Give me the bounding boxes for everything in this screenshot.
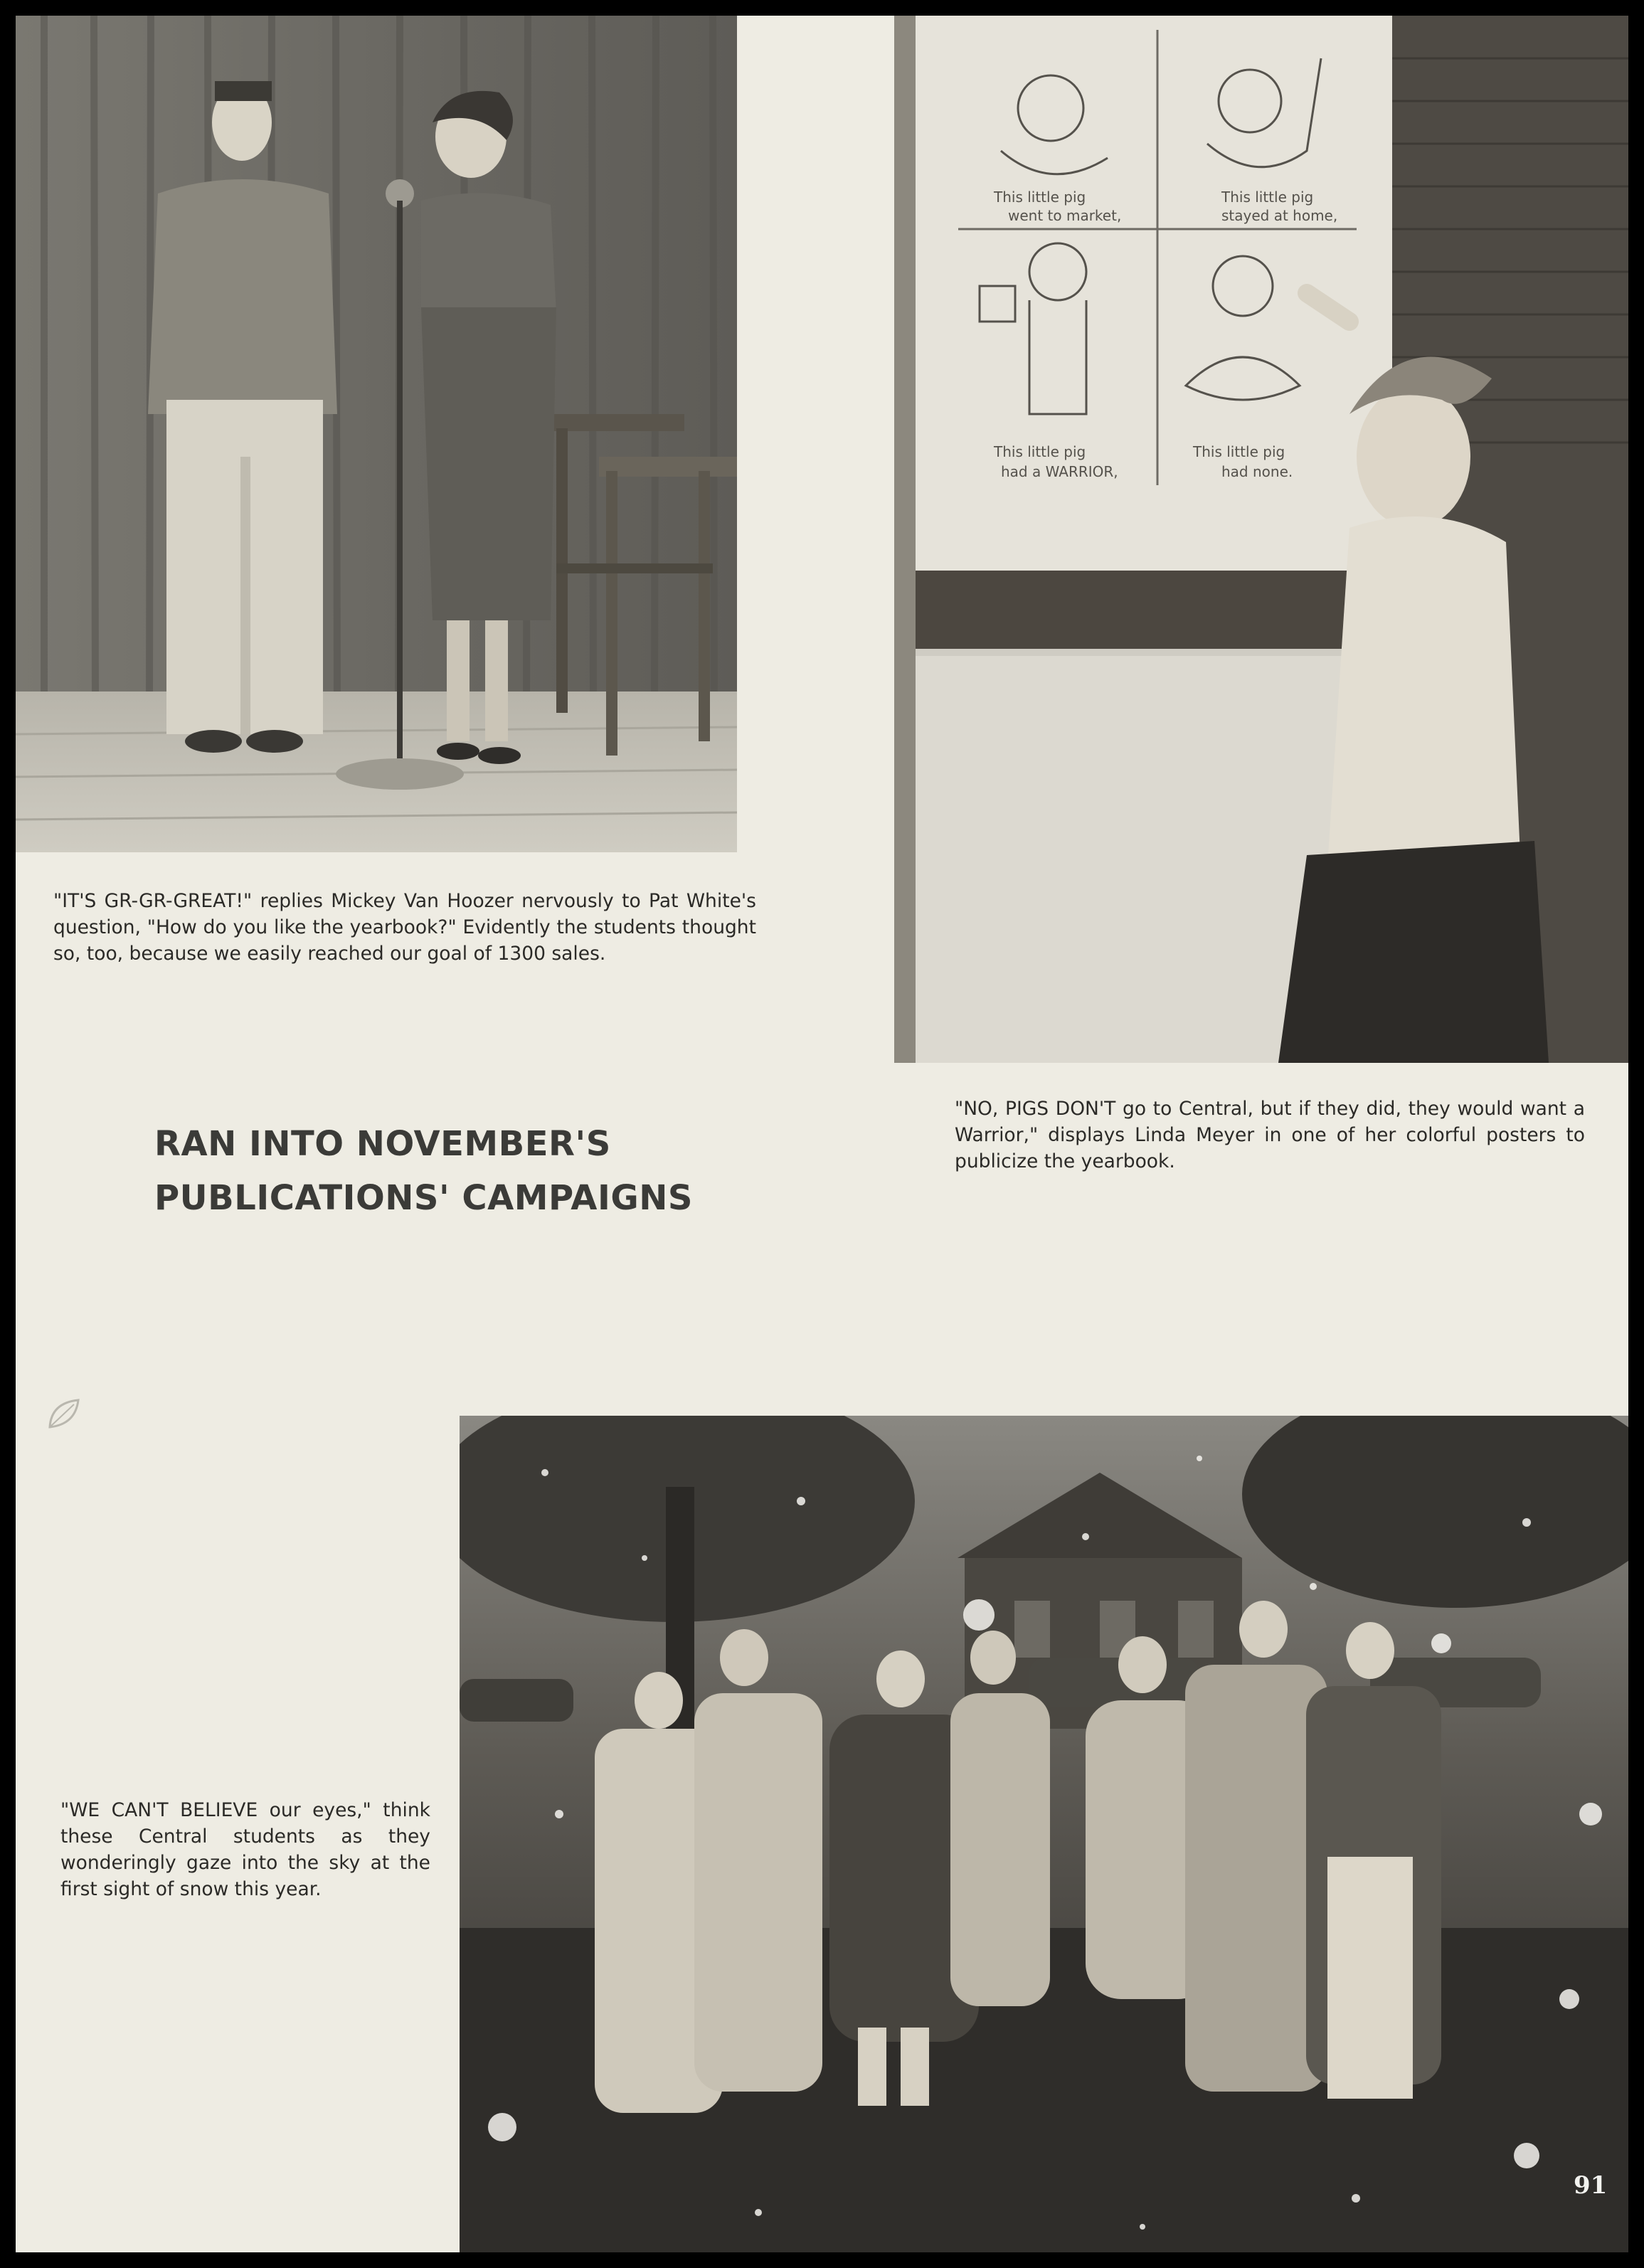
stage-caption: "IT'S GR-GR-GREAT!" replies Mickey Van Hoozer nervously to Pat White's question, "How do you like the yearbook?" Evidently the students thought so, too, because we easily reached our goal of 1300 sales. xyxy=(53,890,756,965)
poster-panel2-line1: This little pig xyxy=(1221,189,1314,206)
yearbook-page xyxy=(16,16,1628,2252)
poster-photo-image xyxy=(894,16,1628,1063)
headline-line-2: PUBLICATIONS' CAMPAIGNS xyxy=(154,1178,693,1218)
headline-line-1: RAN INTO NOVEMBER'S xyxy=(154,1124,611,1164)
poster-panel4-line1: This little pig xyxy=(1193,443,1285,460)
poster-caption: "NO, PIGS DON'T go to Central, but if they did, they would want a Warrior," displays Linda Meyer in one of her colorful posters to publicize the yearbook. xyxy=(955,1098,1585,1172)
poster-panel1-line1: This little pig xyxy=(994,189,1086,206)
snow-photo xyxy=(460,1416,1628,2252)
poster-panel3-line2: had a WARRIOR, xyxy=(1001,463,1118,480)
snow-caption: "WE CAN'T BELIEVE our eyes," think these Central students as they wonderingly gaze into the sky at the first sight of snow this year. xyxy=(60,1799,430,1900)
snow-photo-image xyxy=(460,1416,1628,2252)
poster-panel1-line2: went to market, xyxy=(1008,207,1122,224)
stage-photo xyxy=(16,16,737,852)
leaf-icon xyxy=(46,1396,83,1433)
page-number: 91 xyxy=(1574,2171,1608,2200)
poster-panel2-line2: stayed at home, xyxy=(1221,207,1338,224)
poster-panel3-line1: This little pig xyxy=(994,443,1086,460)
page-headline xyxy=(154,1117,723,1225)
poster-photo xyxy=(894,16,1628,1063)
poster-panel4-line2: had none. xyxy=(1221,463,1293,480)
stage-photo-image xyxy=(16,16,737,852)
